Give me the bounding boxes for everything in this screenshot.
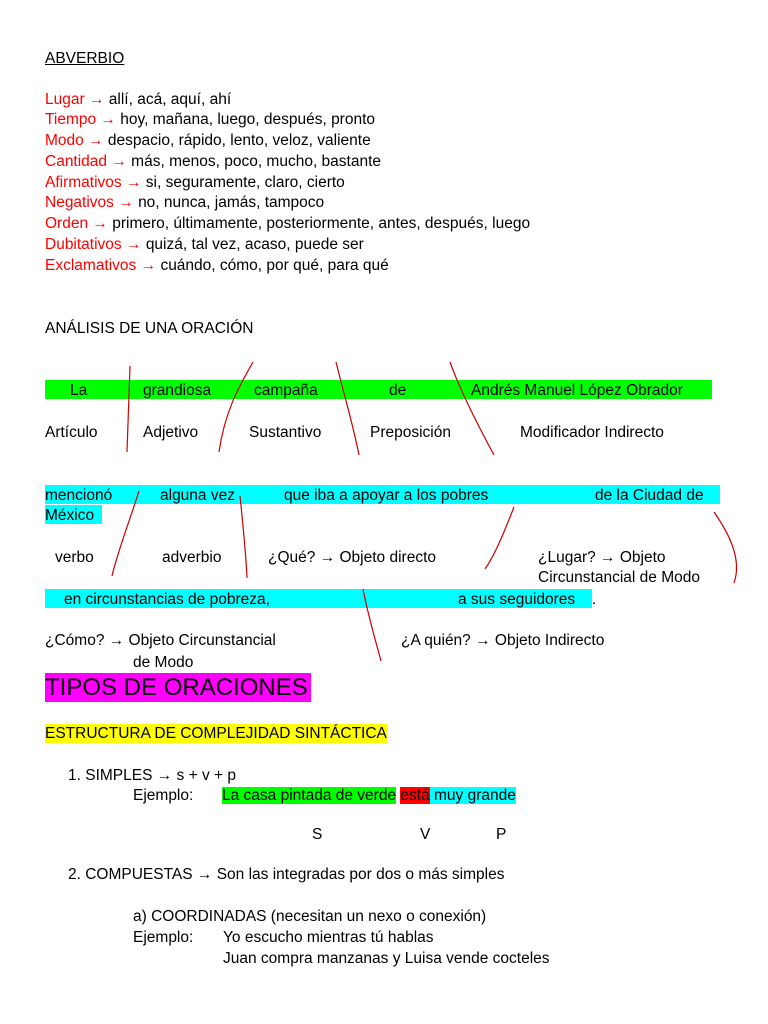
adverb-type-cantidad: Cantidad → más, menos, poco, mucho, bastante <box>45 153 382 170</box>
word-menciono: mencionó <box>45 487 113 504</box>
ejemplo2-line1: Yo escucho mientras tú hablas <box>223 929 434 946</box>
ejemplo-sentence <box>222 786 516 805</box>
word-alguna-vez: alguna vez <box>160 487 235 504</box>
word-de: de <box>389 382 407 399</box>
label-objeto-indirecto: ¿A quién? → Objeto Indirecto <box>401 632 605 649</box>
label-p: P <box>496 826 507 843</box>
label-como-objeto: ¿Cómo? → Objeto Circunstancial <box>45 632 276 649</box>
label-adjetivo: Adjetivo <box>143 424 199 441</box>
simples-item: 1. SIMPLES → s + v + p <box>68 767 236 784</box>
tipos-heading: TIPOS DE ORACIONES <box>45 673 311 702</box>
label-sustantivo: Sustantivo <box>249 424 322 441</box>
label-v: V <box>420 826 431 843</box>
label-objeto-directo: ¿Qué? → Objeto directo <box>268 549 436 566</box>
label-preposicion: Preposición <box>370 424 451 441</box>
word-la: La <box>70 382 88 399</box>
word-grandiosa: grandiosa <box>143 382 212 399</box>
separator-mark <box>240 496 247 578</box>
separator-mark <box>336 362 359 455</box>
word-amlo: Andrés Manuel López Obrador <box>471 382 683 399</box>
adverb-type-modo: Modo → despacio, rápido, lento, veloz, valiente <box>45 132 371 149</box>
label-como-modo: de Modo <box>133 654 194 671</box>
label-articulo: Artículo <box>45 424 98 441</box>
word-period: . <box>592 591 597 608</box>
separator-mark <box>127 366 130 452</box>
label-verbo: verbo <box>55 549 94 566</box>
ejemplo-predicado: muy grande <box>434 787 516 804</box>
adverb-type-orden: Orden → primero, últimamente, posteriormente, antes, después, luego <box>45 215 531 232</box>
word-en-circunstancias: en circunstancias de pobreza, <box>64 591 270 608</box>
adverb-type-negativos: Negativos → no, nunca, jamás, tampoco <box>45 194 325 211</box>
compuestas-item: 2. COMPUESTAS → Son las integradas por dos o más simples <box>68 866 505 883</box>
word-campana: campaña <box>254 382 318 399</box>
estructura-subheading: ESTRUCTURA DE COMPLEJIDAD SINTÁCTICA <box>45 725 387 742</box>
separator-mark <box>485 507 514 569</box>
adverb-type-afirmativos: Afirmativos → si, seguramente, claro, cierto <box>45 174 345 191</box>
adverb-type-dubitativos: Dubitativos → quizá, tal vez, acaso, puede ser <box>45 236 364 253</box>
adverb-type-tiempo: Tiempo → hoy, mañana, luego, después, pronto <box>45 111 376 128</box>
separator-mark <box>450 362 494 455</box>
word-de-la-ciudad: de la Ciudad de <box>595 487 704 504</box>
label-s: S <box>312 826 323 843</box>
adverb-type-exclamativos: Exclamativos → cuándo, cómo, por qué, para qué <box>45 257 389 274</box>
word-mexico: México <box>45 507 95 524</box>
word-a-sus-seguidores: a sus seguidores <box>458 591 576 608</box>
separator-mark <box>219 362 253 452</box>
adverbio-heading: ABVERBIO <box>45 50 125 67</box>
ejemplo2-label: Ejemplo: <box>133 929 194 946</box>
ejemplo-verbo: está <box>400 787 430 804</box>
separator-mark <box>714 512 737 583</box>
ejemplo2-line2: Juan compra manzanas y Luisa vende cocteles <box>223 950 550 967</box>
label-modificador-indirecto: Modificador Indirecto <box>520 424 664 441</box>
analysis-heading: ANÁLISIS DE UNA ORACIÓN <box>45 320 254 337</box>
word-que-iba: que iba a apoyar a los pobres <box>284 487 489 504</box>
ejemplo-label: Ejemplo: <box>133 787 194 804</box>
label-adverbio: adverbio <box>162 549 222 566</box>
label-lugar-objeto: ¿Lugar? → Objeto <box>538 549 666 566</box>
adverb-type-lugar: Lugar → allí, acá, aquí, ahí <box>45 91 232 108</box>
ejemplo-sujeto: La casa pintada de verde <box>222 787 397 804</box>
label-circunstancial-modo: Circunstancial de Modo <box>538 569 700 586</box>
coordinadas-item: a) COORDINADAS (necesitan un nexo o conexión) <box>133 908 487 925</box>
